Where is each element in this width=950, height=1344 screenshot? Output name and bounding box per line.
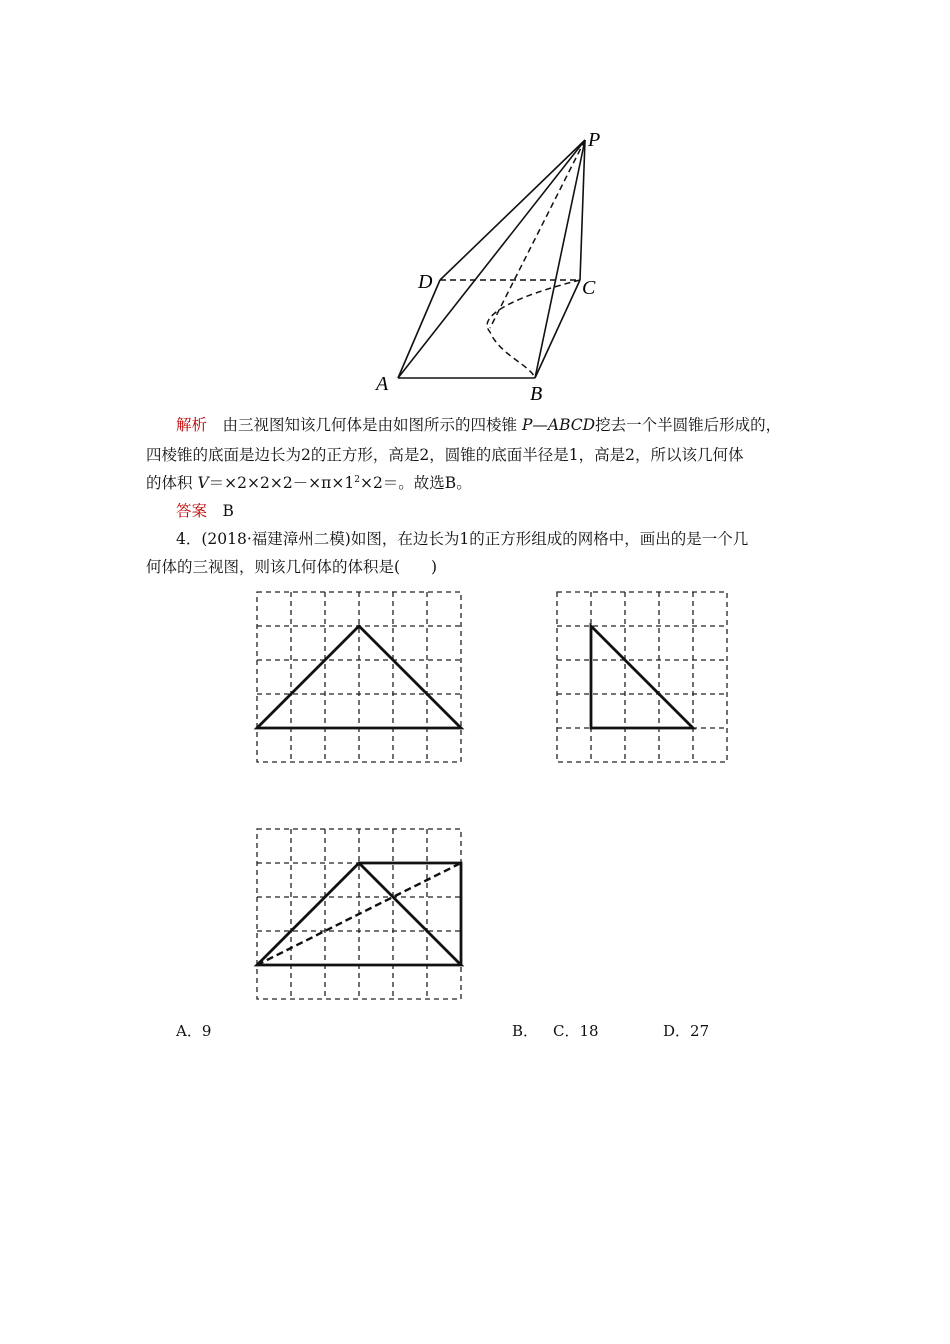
- option-c[interactable]: C．18: [553, 1022, 599, 1040]
- question4-line-1: 4．(2018·福建漳州二模)如图，在边长为1的正方形组成的网格中，画出的是一个几: [176, 530, 749, 548]
- answer-value: B: [222, 502, 234, 520]
- question4-line-2: 何体的三视图，则该几何体的体积是( ): [146, 558, 438, 576]
- analysis-line-1: 解析 由三视图知该几何体是由如图所示的四棱锥 P—ABCD挖去一个半圆锥后形成的，: [176, 416, 782, 434]
- analysis-tag: 解析: [176, 416, 208, 434]
- analysis-line-2: 四棱锥的底面是边长为2的正方形，高是2，圆锥的底面半径是1，高是2，所以该几何体: [146, 446, 744, 464]
- edge-pa: [398, 140, 585, 378]
- side-view-grid: [550, 584, 736, 770]
- hidden-semicone-arc: [487, 280, 580, 378]
- edge-ad: [398, 280, 440, 378]
- option-a[interactable]: A．9: [176, 1022, 212, 1040]
- top-view-grid: [250, 821, 470, 1007]
- option-d[interactable]: D．27: [663, 1022, 710, 1040]
- label-b: B: [530, 383, 543, 405]
- label-d: D: [418, 271, 433, 293]
- answer-line: [176, 500, 234, 522]
- side-view-right-triangle: [591, 626, 693, 728]
- pyramid-figure: [370, 120, 610, 410]
- answer-tag: 答案: [176, 502, 208, 520]
- label-a: A: [376, 373, 389, 395]
- edge-bc: [535, 280, 580, 378]
- label-p: P: [588, 129, 601, 151]
- label-c: C: [582, 277, 596, 299]
- front-view-grid: [250, 584, 470, 770]
- edge-pb: [535, 140, 585, 378]
- analysis-line-3: 的体积 $V=\times 2\times 2\times 2-\times\pi\times 1^2\times 2=$。故选B。: [146, 474, 472, 492]
- option-b[interactable]: B．: [512, 1022, 539, 1040]
- edge-pd: [440, 140, 585, 280]
